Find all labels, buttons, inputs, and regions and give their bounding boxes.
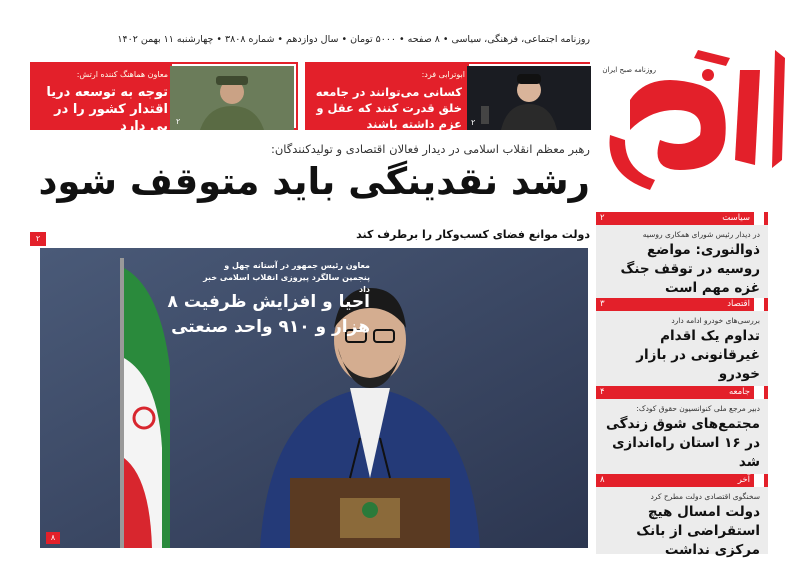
section-page: ۸ [600,475,605,485]
lead-headline[interactable]: رشد نقدینگی باید متوقف شود [38,160,590,203]
section-bar [596,298,768,311]
section-bar [596,212,768,225]
side-section-society[interactable] [596,386,768,472]
lead-photo[interactable] [40,248,588,548]
teaser-photo-cleric [469,64,593,128]
newspaper-logo [590,30,790,200]
logo-mark [590,30,790,200]
photo-kicker: معاون رئیس جمهور در آستانه چهل و پنجمین سالگرد پیروزی انقلاب اسلامی خبر داد [203,261,370,294]
section-headline: ذوالنوری: مواضع روسیه در توقف جنگ غزه مهم است [620,242,760,296]
photo-headline: احیا و افزایش ظرفیت ۸ هزار و ۹۱۰ واحد صنعتی [167,292,370,337]
section-tick [754,386,764,399]
section-tick [754,474,764,487]
section-label: آخر [737,475,750,485]
section-label: جامعه [728,387,750,397]
section-kicker: در دیدار رئیس شورای همکاری روسیه [642,230,760,239]
side-section-last[interactable] [596,474,768,560]
section-kicker: دبیر مرجع ملی کنوانسیون حقوق کودک: [636,404,760,413]
side-column [596,212,768,558]
teaser-box-abutorabi[interactable] [305,62,590,130]
page-number: ۲ [176,117,181,126]
side-section-economy[interactable] [596,298,768,384]
section-page: ۳ [600,299,605,309]
section-headline: مجتمع‌های شوق زندگی در ۱۶ استان راه‌اندازی شد [605,416,760,470]
teaser-box-army[interactable] [30,62,298,134]
section-bar [596,386,768,399]
lead-page-number: ۲ [30,232,46,246]
section-page: ۴ [600,387,605,397]
teaser-kicker: معاون هماهنگ کننده ارتش: [76,70,168,79]
section-kicker: بررسی‌های خودرو ادامه دارد [671,316,760,325]
page-number: ۲ [471,118,476,127]
photo-page-number: ۸ [46,532,60,544]
teaser-kicker: ابوترابی فرد: [421,70,465,79]
lead-subhead: دولت موانع فضای کسب‌وکار را برطرف کند [356,228,590,241]
section-tick [754,298,764,311]
logo-tagline: روزنامه صبح ایران [602,66,656,74]
section-label: اقتصاد [727,299,750,309]
teaser-headline: توجه به توسعه دریا اقتدار کشور را در پی دارد [46,85,168,134]
section-tick [754,212,764,225]
section-headline: تداوم یک اقدام غیرقانونی در بازار خودرو [636,328,760,382]
side-section-politics[interactable] [596,212,768,298]
teaser-photo-general [172,64,296,128]
section-page: ۲ [600,213,605,223]
section-bar [596,474,768,487]
section-kicker: سخنگوی اقتصادی دولت مطرح کرد [650,492,760,501]
lead-superhead: رهبر معظم انقلاب اسلامی در دیدار فعالان اقتصادی و تولیدکنندگان: [270,142,590,156]
section-headline: دولت امسال هیچ استقراضی از بانک مرکزی نداشت [636,504,760,558]
dateline: روزنامه اجتماعی، فرهنگی، سیاسی • ۸ صفحه • ۵۰۰۰ تومان • سال دوازدهم • شماره ۳۸۰۸ • چهارشنبه ۱۱ بهمن ۱۴۰۲ [117,34,590,45]
teaser-headline: کسانی می‌توانند در جامعه خلق قدرت کنند که عقل و عزم داشته باشند [315,85,462,131]
section-label: سیاست [722,213,750,223]
